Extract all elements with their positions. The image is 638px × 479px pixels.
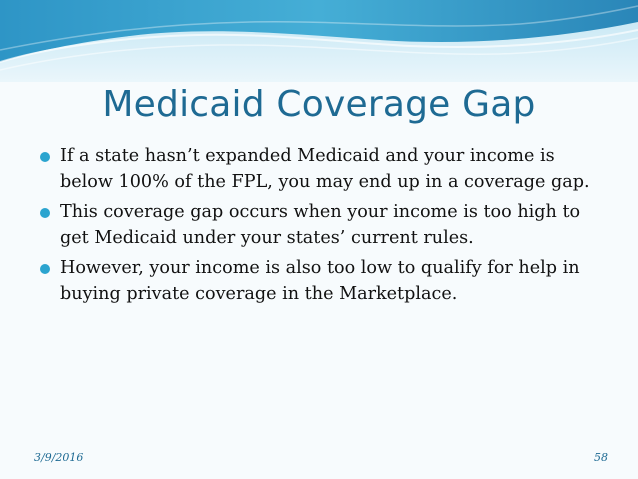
bullet-item xyxy=(40,144,610,195)
wave-banner xyxy=(0,0,638,82)
bullet-text: If a state hasn’t expanded Medicaid and your income is below 100% of the FPL, you may end up in a coverage gap. xyxy=(60,146,590,192)
bullet-dot-icon xyxy=(40,264,50,274)
bullet-list xyxy=(40,144,610,312)
bullet-text: This coverage gap occurs when your income is too high to get Medicaid under your states’ current rules. xyxy=(60,202,581,248)
bullet-item xyxy=(40,256,610,307)
slide-title: Medicaid Coverage Gap xyxy=(102,84,536,125)
bullet-item xyxy=(40,200,610,251)
bullet-dot-icon xyxy=(40,152,50,162)
bullet-dot-icon xyxy=(40,208,50,218)
page-number: 58 xyxy=(594,451,608,464)
bullet-text: However, your income is also too low to qualify for help in buying private coverage in the Marketplace. xyxy=(60,258,580,304)
footer-date: 3/9/2016 xyxy=(34,451,84,464)
